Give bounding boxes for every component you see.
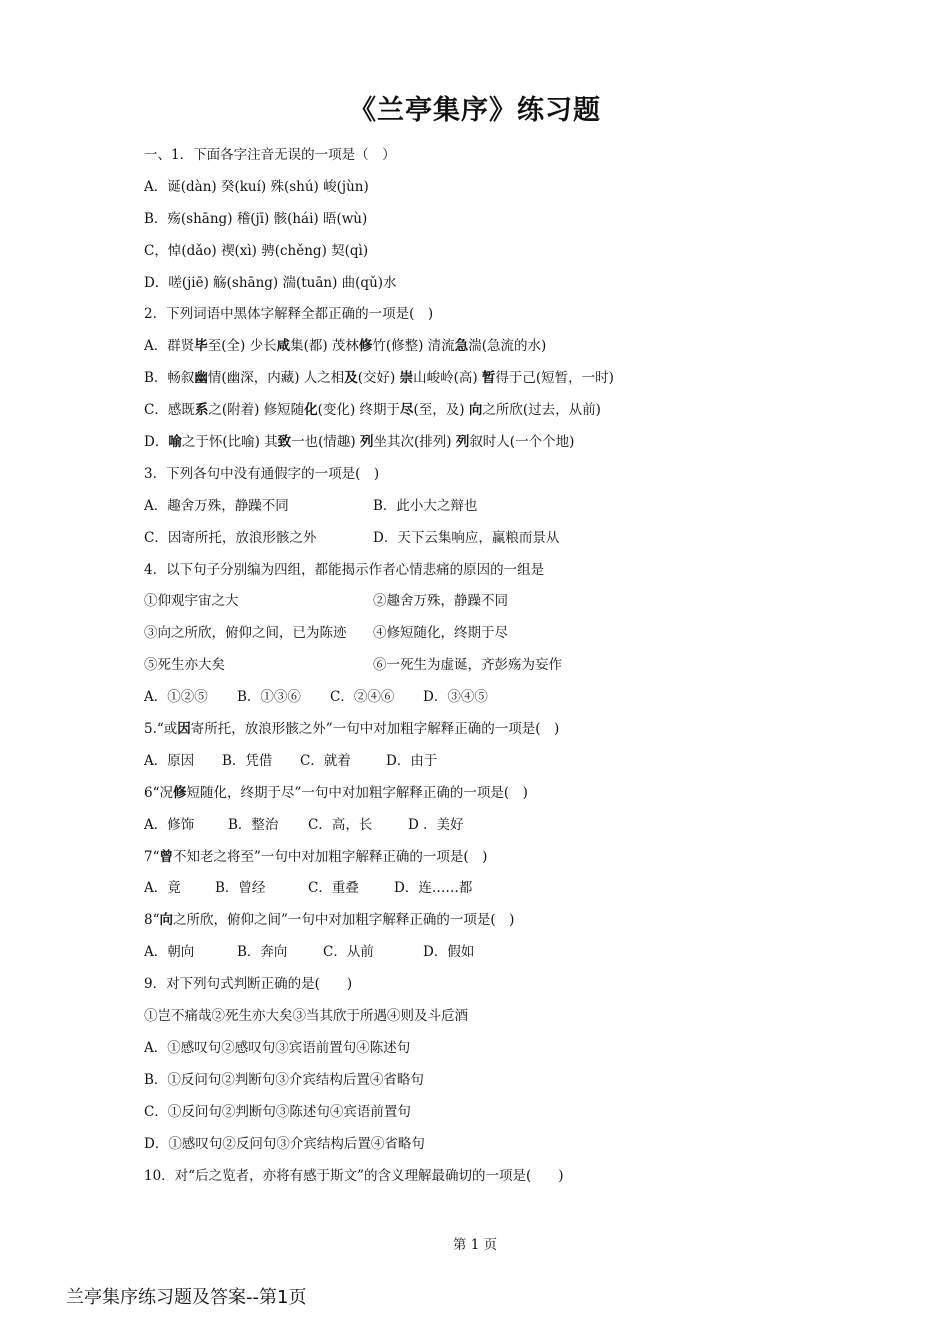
line-text: B．畅叙 <box>144 370 195 387</box>
question-line: 4．以下句子分别编为四组，都能揭示作者心情悲痛的原因的一组是 <box>144 561 545 578</box>
bold-keyword: 系 <box>194 402 209 419</box>
option-text: ④修短随化，终期于尽 <box>373 625 508 642</box>
question-line: C．①反问句②判断句③陈述句④宾语前置句 <box>144 1103 411 1120</box>
option-text: ②趣舍万殊，静躁不同 <box>373 593 508 610</box>
option-text: C．重叠 <box>308 880 359 897</box>
question-line <box>144 717 844 749</box>
question-line: 2．下列词语中黑体字解释全都正确的一项是( ) <box>144 306 434 323</box>
question-line <box>144 813 844 845</box>
line-text: 8“ <box>144 912 160 929</box>
option-text: A．修饰 <box>144 816 195 833</box>
bold-keyword: 咸 <box>276 338 291 355</box>
bold-keyword: 化 <box>304 402 318 419</box>
bold-keyword: 毕 <box>194 338 208 355</box>
line-text: 短随化，终期于尽”一句中对加粗字解释正确的一项是( ) <box>186 784 528 801</box>
bold-keyword: 急 <box>454 338 469 355</box>
line-text: 5.“或 <box>144 721 178 738</box>
option-text: D．假如 <box>423 944 475 961</box>
question-line: A．①感叹句②感叹句③宾语前置句④陈述句 <box>144 1039 411 1056</box>
line-text: A．群贤 <box>144 338 195 355</box>
question-line: D．①感叹句②反问句③介宾结构后置④省略句 <box>144 1135 425 1152</box>
line-text: 之(附着) 修短随 <box>208 402 305 419</box>
bold-keyword: 幽 <box>194 370 208 387</box>
option-text: ①仰观宇宙之大 <box>144 593 239 610</box>
option-text: D．由于 <box>386 752 438 769</box>
line-text: 之于怀(比喻) 其 <box>181 434 278 451</box>
question-line <box>144 430 844 462</box>
line-text: (至，及) <box>413 402 469 419</box>
option-text: A．趣舍万殊，静躁不同 <box>144 497 289 514</box>
option-text: B．①③⑥ <box>237 689 301 706</box>
bold-keyword: 暂 <box>481 370 496 387</box>
option-text: C．就着 <box>300 752 351 769</box>
line-text: 山峻岭(高) <box>413 370 482 387</box>
option-text: A．竟 <box>144 880 181 897</box>
option-text: C．高，长 <box>308 816 373 833</box>
line-text: 至(全) 少长 <box>207 338 277 355</box>
line-text: 6“况 <box>144 784 173 801</box>
option-text: B．奔向 <box>237 944 288 961</box>
bold-keyword: 因 <box>177 721 191 738</box>
question-line <box>144 398 844 430</box>
bold-keyword: 列 <box>455 434 470 451</box>
line-text: 之所欣(过去，从前) <box>482 402 601 419</box>
bottom-caption: 兰亭集序练习题及答案--第1页 <box>66 1287 307 1308</box>
question-list <box>144 143 844 1195</box>
line-text: 7“ <box>144 848 160 865</box>
line-text: C．感既 <box>144 402 195 419</box>
bold-keyword: 喻 <box>168 434 182 451</box>
question-line: ①岂不痛哉②死生亦大矣③当其欣于所遇④则及斗卮酒 <box>144 1008 468 1025</box>
option-text: C．②④⑥ <box>330 689 395 706</box>
question-line <box>144 494 844 526</box>
option-text: D．③④⑤ <box>423 689 488 706</box>
option-text: D．连……都 <box>394 880 473 897</box>
question-line <box>144 334 844 366</box>
question-line <box>144 781 844 813</box>
line-text: 情(幽深，内藏) 人之相 <box>207 370 345 387</box>
bold-keyword: 曾 <box>159 848 173 865</box>
line-text: 集(都) 茂林 <box>290 338 359 355</box>
option-text: ⑤死生亦大矣 <box>144 657 225 674</box>
page-number: 第 1 页 <box>452 1237 498 1253</box>
line-text: (交好) <box>357 370 400 387</box>
document-title: 《兰亭集序》练习题 <box>349 95 601 126</box>
question-line <box>144 589 844 621</box>
question-line <box>144 653 844 685</box>
bold-keyword: 向 <box>159 912 173 929</box>
question-line <box>144 685 844 717</box>
question-line: D．嗟(jiē) 觞(shāng) 湍(tuān) 曲(qǔ)水 <box>144 274 397 291</box>
option-text: D．天下云集响应，赢粮而景从 <box>373 529 560 546</box>
question-line: 3．下列各句中没有通假字的一项是( ) <box>144 465 380 482</box>
line-text: 得于己(短暂，一时) <box>495 370 614 387</box>
bold-keyword: 尽 <box>400 402 414 419</box>
question-line: C，悼(dǎo) 禊(xì) 骋(chěng) 契(qì) <box>144 242 369 259</box>
bold-keyword: 修 <box>358 338 373 355</box>
line-text: 之所欣，俯仰之间”一句中对加粗字解释正确的一项是( ) <box>173 912 515 929</box>
question-line <box>144 908 844 940</box>
bold-keyword: 列 <box>359 434 374 451</box>
option-text: B．整治 <box>228 816 279 833</box>
question-line: B．①反问句②判断句③介宾结构后置④省略句 <box>144 1071 424 1088</box>
line-text: 坐其次(排列) <box>373 434 456 451</box>
option-text: C．因寄所托，放浪形骸之外 <box>144 529 317 546</box>
question-line <box>144 526 844 558</box>
question-line: A．诞(dàn) 癸(kuí) 殊(shú) 峻(jùn) <box>144 178 369 195</box>
bold-keyword: 致 <box>277 434 292 451</box>
option-text: B．凭借 <box>222 752 273 769</box>
option-text: C．从前 <box>323 944 374 961</box>
question-line <box>144 749 844 781</box>
bold-keyword: 修 <box>173 784 187 801</box>
line-text: (变化) 终期于 <box>317 402 400 419</box>
question-line: 9．对下列句式判断正确的是( ) <box>144 976 353 993</box>
question-line <box>144 845 844 877</box>
line-text: D． <box>144 434 169 451</box>
question-line: B．殇(shāng) 稽(jī) 骸(hái) 晤(wù) <box>144 210 368 227</box>
line-text: 不知老之将至”一句中对加粗字解释正确的一项是( ) <box>173 848 488 865</box>
question-line <box>144 940 844 972</box>
option-text: ⑥一死生为虚诞，齐彭殇为妄作 <box>373 657 562 674</box>
line-text: 湍(急流的水) <box>468 338 547 355</box>
option-text: ③向之所欣，俯仰之间，已为陈迹 <box>144 625 347 642</box>
bold-keyword: 及 <box>344 370 358 387</box>
question-line <box>144 366 844 398</box>
option-text: A．原因 <box>144 752 195 769</box>
bold-keyword: 崇 <box>399 370 414 387</box>
line-text: 竹(修整) 清流 <box>372 338 455 355</box>
line-text: 叙时人(一个个地) <box>469 434 575 451</box>
bold-keyword: 向 <box>468 402 483 419</box>
question-line: 10．对“后之览者，亦将有感于斯文”的含义理解最确切的一项是( ) <box>144 1167 564 1184</box>
option-text: A．①②⑤ <box>144 689 208 706</box>
line-text: 一也(情趣) <box>291 434 360 451</box>
option-text: B．此小大之辩也 <box>373 497 478 514</box>
question-line: 一、1．下面各字注音无误的一项是（ ） <box>144 147 396 163</box>
question-line <box>144 876 844 908</box>
option-text: D ．美好 <box>408 816 464 833</box>
line-text: 寄所托，放浪形骸之外”一句中对加粗字解释正确的一项是( ) <box>190 721 560 738</box>
option-text: A．朝向 <box>144 944 195 961</box>
question-line <box>144 621 844 653</box>
option-text: B．曾经 <box>215 880 266 897</box>
